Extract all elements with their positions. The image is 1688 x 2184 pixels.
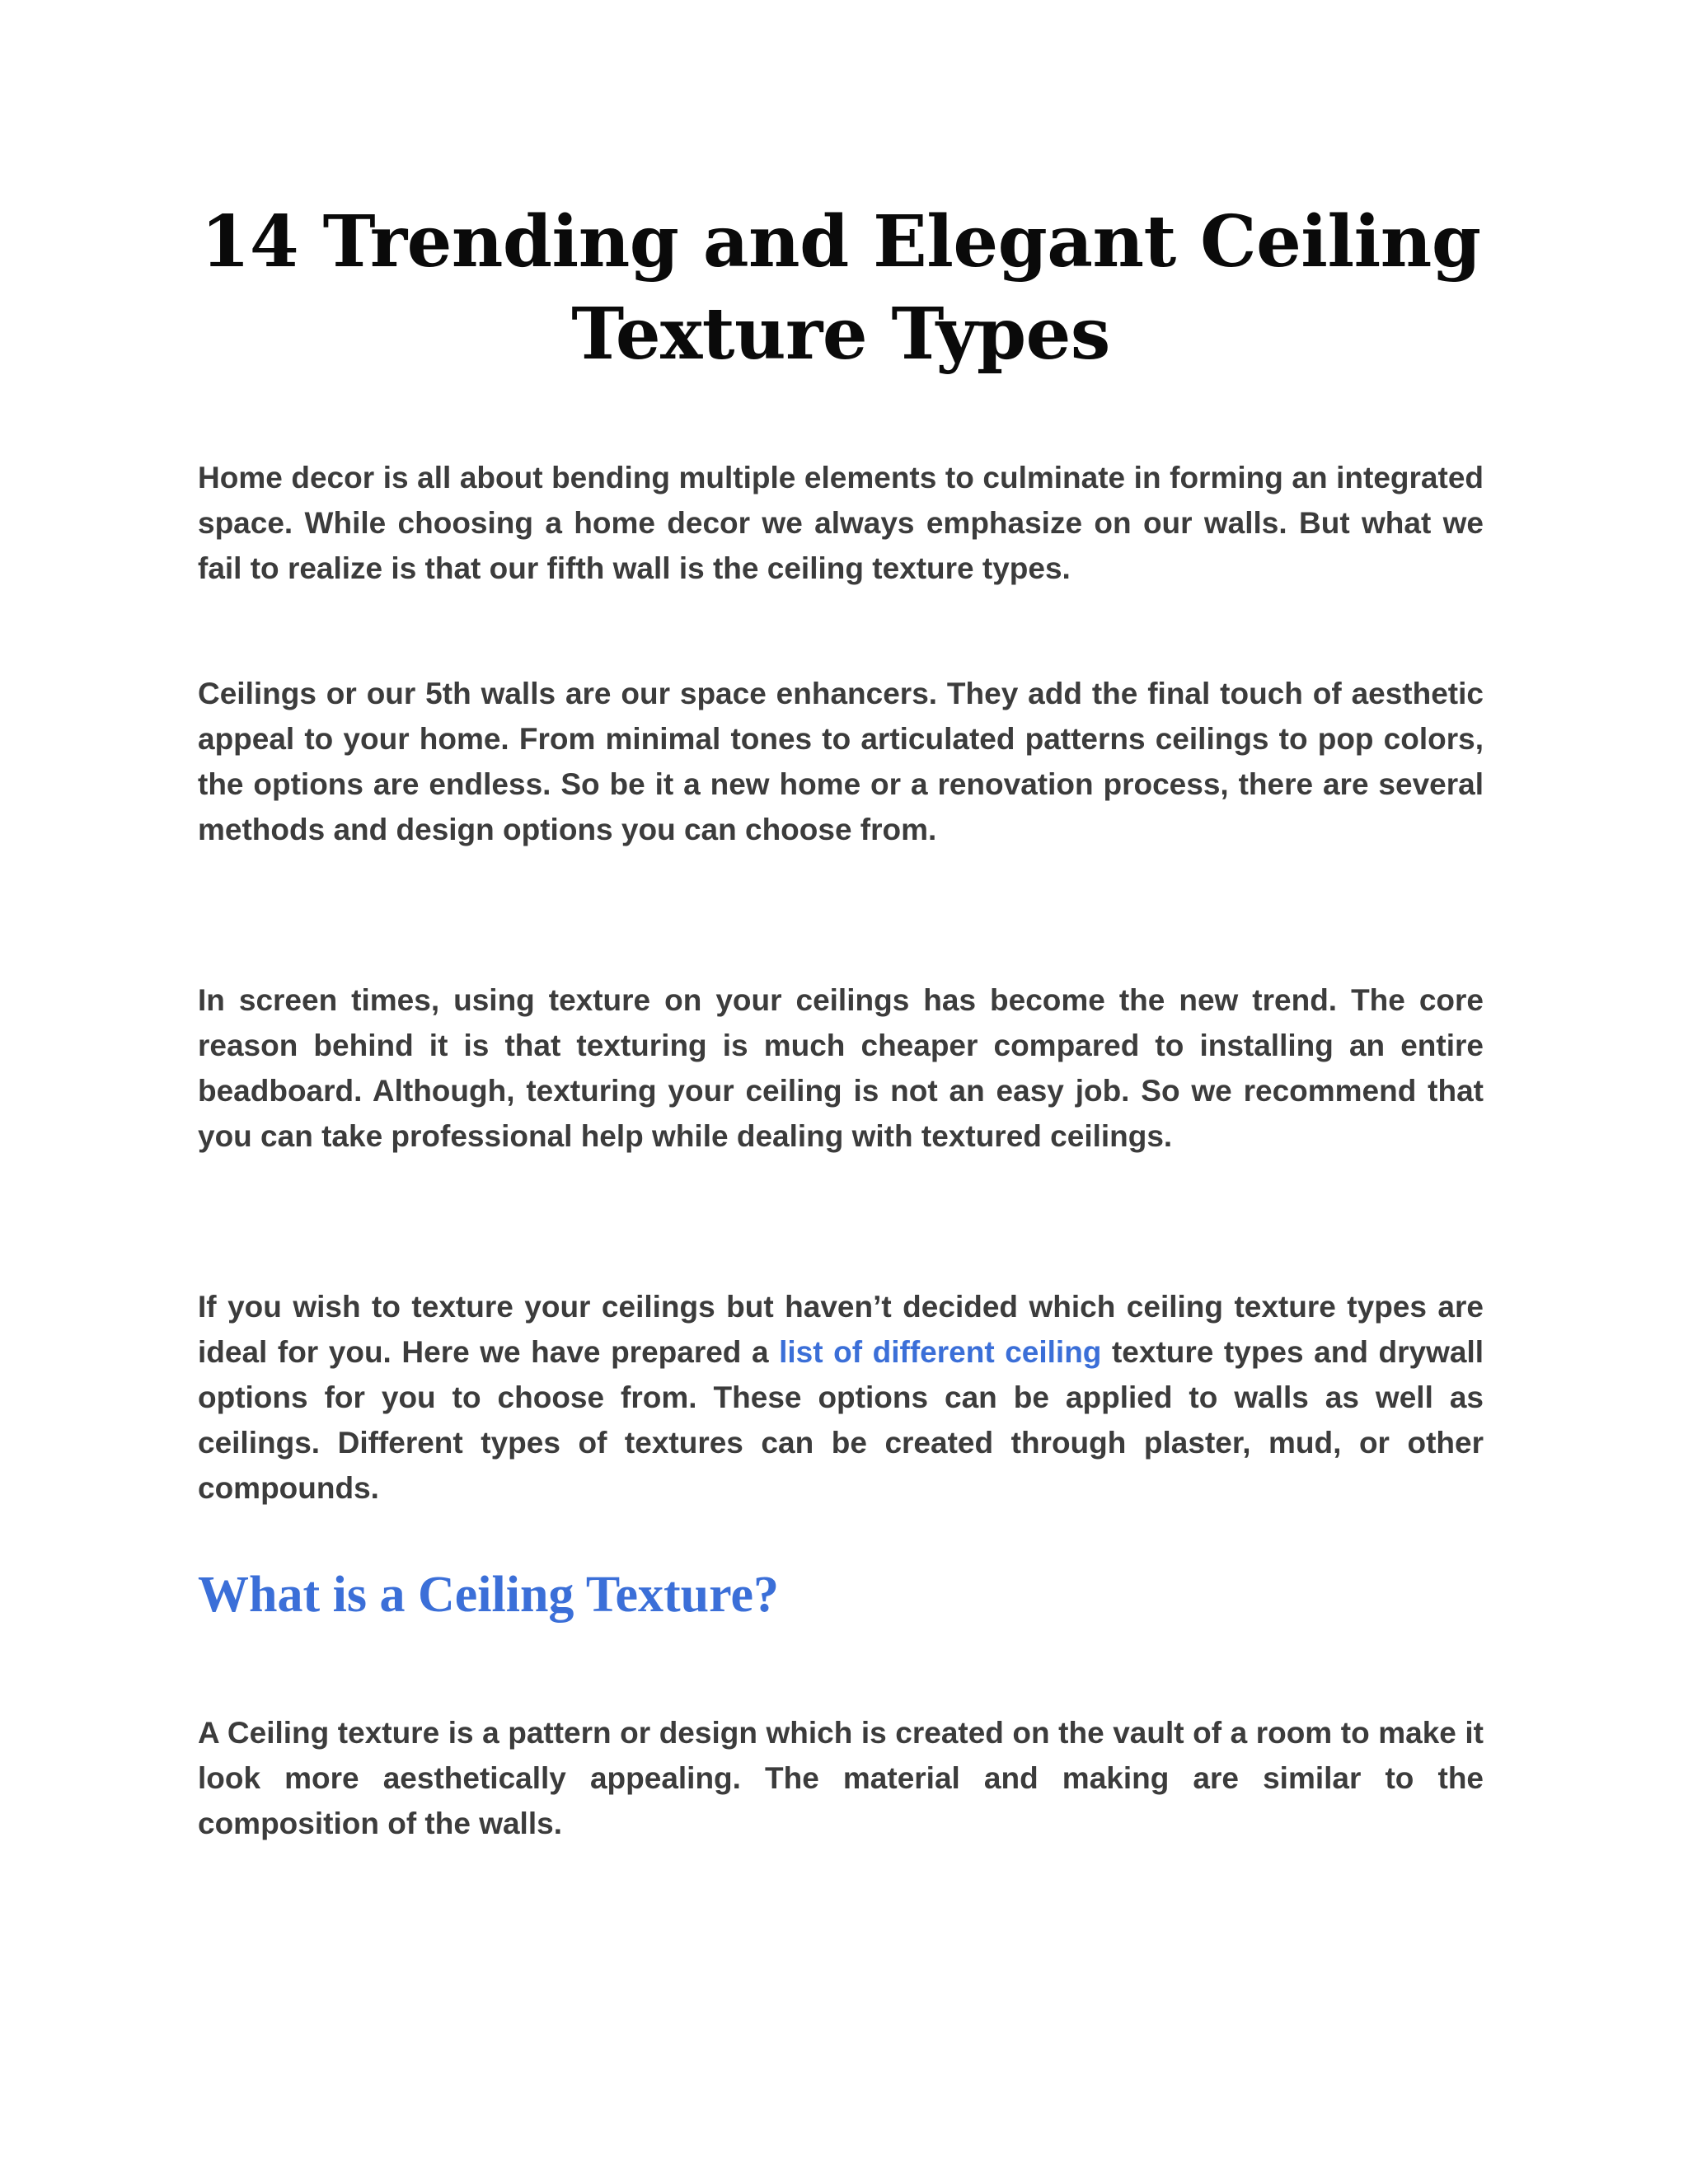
fifth-wall-paragraph: Ceilings or our 5th walls are our space enhancers. They add the final touch of aesthetic appeal to your home. From minimal tones to articulated patterns ceilings to pop colors, the options are endless. So be it a new home or a renovation process, there are several methods and design options you can choose from. — [198, 677, 1484, 846]
intro-paragraph: Home decor is all about bending multiple elements to culminate in forming an integrated space. While choosing a home decor we always emphasize on our walls. But what we fail to realize is that our fifth wall is the ceiling texture types. — [198, 461, 1484, 585]
definition-paragraph: A Ceiling texture is a pattern or design which is created on the vault of a room to make it look more aesthetically appealing. The material and making are similar to the composition of the walls. — [198, 1716, 1484, 1840]
options-text-after-link: texture types and drywall options for you to choose from. These options can be applied to walls as well as ceilings. Different types of textures can be created through plaster, mud, or other compounds. — [198, 1335, 1484, 1505]
ceiling-list-link[interactable]: list of different ceiling — [779, 1335, 1102, 1369]
document-title: 14 Trending and Elegant Ceiling Texture Types — [200, 200, 1481, 376]
options-text-before-link: If you wish to texture your ceilings but haven’t decided which ceiling texture types are ideal for you. Here we have prepared a — [198, 1290, 1484, 1369]
texture-options-paragraph — [198, 1284, 1484, 1511]
section-heading: What is a Ceiling Texture? — [198, 1567, 780, 1623]
texture-trend-paragraph: In screen times, using texture on your ceilings has become the new trend. The core reason behind it is that texturing is much cheaper compared to installing an entire beadboard. Although, texturing your ceiling is not an easy job. So we recommend that you can take professional help while dealing with textured ceilings. — [198, 983, 1484, 1153]
